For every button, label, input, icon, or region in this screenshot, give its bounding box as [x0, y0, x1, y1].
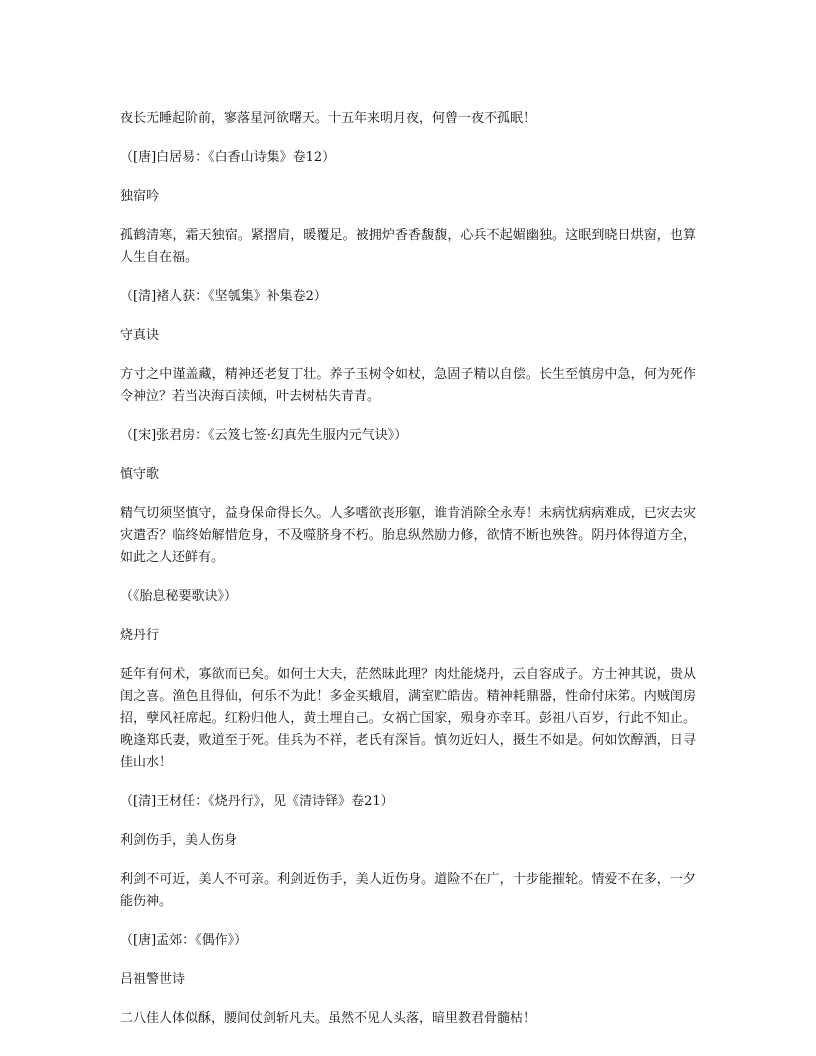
poem-text: 夜长无睡起阶前，寥落星河欲曙天。十五年来明月夜，何曾一夜不孤眠！: [120, 111, 537, 126]
poem-text: 利剑不可近，美人不可亲。利剑近伤手，美人近伤身。道险不在广，十步能摧轮。情爱不在多，一夕能伤神。: [120, 872, 696, 909]
poem-title: 慎守歌: [120, 467, 160, 482]
poem-text: 方寸之中谨盖藏，精神还老复丁壮。养子玉树令如杖，急固子精以自偿。长生至慎房中急，何为死作令神泣？若当决海百渎倾，叶去树枯失青青。: [120, 367, 696, 404]
poem-text: 孤鹤清寒，霜天独宿。紧摺肩，暖覆足。被拥炉香香馥馥，心兵不起媚幽独。这眠到晓日烘窗，也算人生自在福。: [120, 228, 696, 265]
poem-text: 二八佳人体似酥，腰间仗剑斩凡夫。虽然不见人头落，暗里教君骨髓枯！: [120, 1011, 537, 1026]
poem-title: 守真诀: [120, 328, 160, 343]
source-citation: （[清]王材任：《烧丹行》，见《清诗铎》卷21）: [120, 794, 394, 809]
document-page: [120, 108, 696, 1030]
source-citation: （[宋]张君房：《云笈七签·幻真先生服内元气诀》）: [120, 428, 408, 443]
poem-text: 精气切须坚慎守，益身保命得长久。人多嗜欲丧形躯，谁肯消除全永寿！未病忧病病难成，已灾去灾灾遣否？临终始解惜危身，不及噬脐身不朽。胎息纵然励力修，欲情不断也殃咎。阴丹体得道方全，如此之人还鲜有。: [120, 506, 696, 565]
source-citation: （《胎息秘要歌诀》）: [120, 589, 238, 604]
source-citation: （[唐]白居易：《白香山诗集》卷12）: [120, 150, 336, 165]
poem-text: 延年有何术，寡欲而已矣。如何士大夫，茫然昧此理？肉灶能烧丹，云自容成子。方士神其说，贵从闺之喜。渔色且得仙，何乐不为此！多金买蛾眉，满室贮皓齿。精神耗鼎器，性命付床笫。内贼闺房招，孽风衽席起。红粉归他人，黄土埋自己。女祸亡国家，殒身亦幸耳。彭祖八百岁，行此不知止。晚逢郑氏妻，败道至于死。佳兵为不祥，老氏有深旨。慎勿近妇人，摄生不如是。何如饮醇酒，日寻佳山水！: [120, 667, 696, 770]
poem-title: 独宿吟: [120, 189, 160, 204]
source-citation: （[唐]孟郊：《偶作》）: [120, 933, 248, 948]
poem-title: 吕祖警世诗: [120, 972, 186, 987]
poem-title: 利剑伤手，美人伤身: [120, 833, 238, 848]
source-citation: （[清]褚人获：《坚瓠集》补集卷2）: [120, 289, 327, 304]
poem-title: 烧丹行: [120, 628, 160, 643]
